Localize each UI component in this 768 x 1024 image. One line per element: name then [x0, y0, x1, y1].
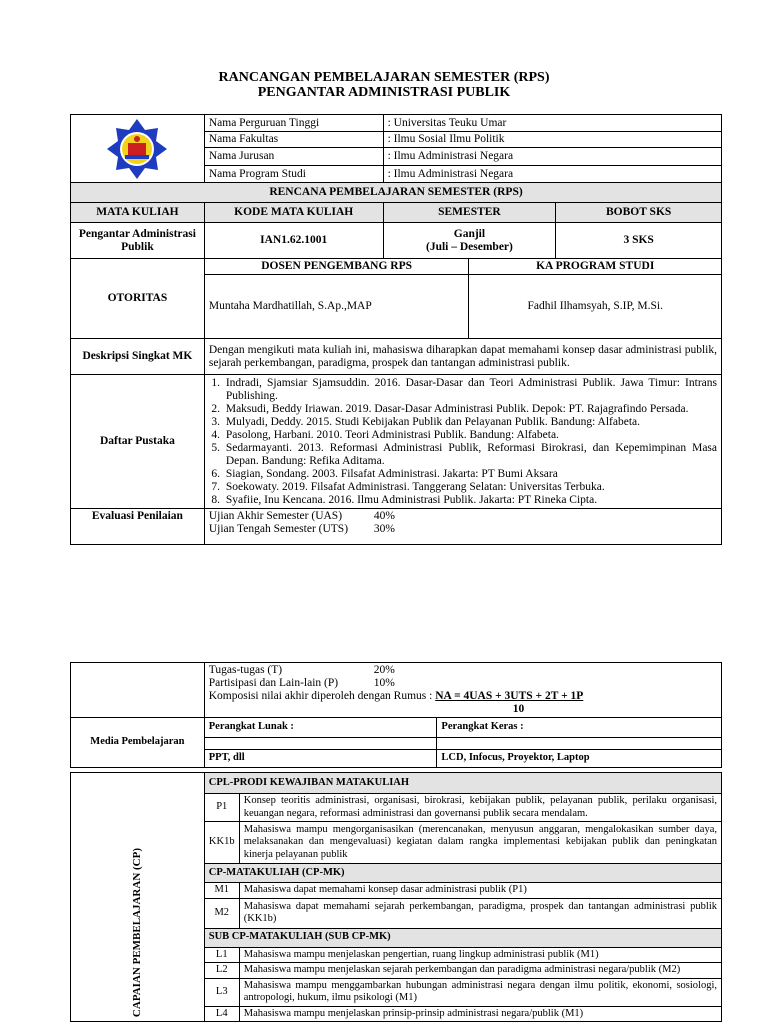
formula-row [209, 690, 717, 703]
institution-value: : Ilmu Administrasi Negara [383, 166, 721, 183]
media-keras-header: Perangkat Keras : [437, 718, 722, 738]
list-item: 3. Mulyadi, Deddy. 2015. Studi Kebijakan Publik dan Pelayanan Publik. Bandung: Alfabeta. [223, 416, 717, 429]
evaluasi-pct: 30% [373, 523, 395, 535]
course-name: Pengantar Administrasi Publik [71, 223, 205, 259]
pustaka-list-cell [204, 375, 721, 509]
formula-numerator: NA = 4UAS + 3UTS + 2T + 1P [435, 690, 584, 702]
empty-cell [71, 663, 205, 718]
media-keras-value: LCD, Infocus, Proyektor, Laptop [437, 750, 722, 768]
deskripsi-label: Deskripsi Singkat MK [71, 339, 205, 375]
course-header-kode: KODE MATA KULIAH [204, 203, 383, 223]
formula-label: Komposisi nilai akhir diperoleh dengan Rumus : [208, 690, 436, 702]
sub-cpmk-text: Mahasiswa mampu menggambarkan hubungan administrasi negara dengan ilmu politik, ekonomi, sosiologi, antropologi, hukum, ilmu psikologi (M1) [239, 978, 721, 1006]
course-header-mata-kuliah: MATA KULIAH [71, 203, 205, 223]
rps-heading: RENCANA PEMBELAJARAN SEMESTER (RPS) [71, 183, 722, 203]
media-lunak-value: PPT, dll [204, 750, 437, 768]
course-code: IAN1.62.1001 [204, 223, 383, 259]
institution-label: Nama Fakultas [204, 132, 383, 148]
institution-label: Nama Perguruan Tinggi [204, 115, 383, 132]
cpmk-header: CP-MATAKULIAH (CP-MK) [204, 864, 721, 883]
capaian-table [70, 772, 722, 1022]
empty-cell [204, 738, 437, 750]
kaprodi-name: Fadhil Ilhamsyah, S.IP, M.Si. [469, 275, 722, 339]
semester-term: Ganjil [453, 227, 486, 240]
list-item: 6. Siagian, Sondang. 2003. Filsafat Administrasi. Jakarta: PT Bumi Aksara [223, 468, 717, 481]
rps-main-table [70, 114, 722, 545]
list-item: 5. Sedarmayanti. 2013. Reformasi Administrasi Publik, Reformasi Birokrasi, dan Kepemimpinan Masa Depan. Bandung: Refika Aditama. [223, 442, 717, 468]
dosen-header: DOSEN PENGEMBANG RPS [204, 259, 469, 275]
document-title: RANCANGAN PEMBELAJARAN SEMESTER (RPS) [218, 70, 550, 85]
list-item: 1. Indradi, Sjamsiar Sjamsuddin. 2016. Dasar-Dasar dan Teori Administrasi Publik. Jawa Timur: Intrans Publishing. [223, 377, 717, 403]
evaluasi-row [209, 664, 717, 677]
document-subtitle: PENGANTAR ADMINISTRASI PUBLIK [257, 85, 511, 100]
evaluasi-cell [204, 509, 721, 545]
institution-label: Nama Jurusan [204, 148, 383, 166]
list-item: 2. Maksudi, Beddy Iriawan. 2019. Dasar-Dasar Administrasi Publik. Depok: PT. Rajagrafindo Persada. [223, 403, 717, 416]
sub-cpmk-code: L4 [204, 1006, 239, 1022]
sub-cpmk-text: Mahasiswa mampu menjelaskan sejarah perkembangan dan paradigma administrasi negara/publik (M2) [239, 963, 721, 979]
semester-months: (Juli – Desember) [425, 240, 513, 253]
cpl-code: KK1b [204, 822, 239, 864]
dosen-name: Muntaha Mardhatillah, S.Ap.,MAP [204, 275, 469, 339]
evaluasi-continued-cell [204, 663, 721, 718]
evaluasi-name: Ujian Tengah Semester (UTS) [208, 523, 349, 535]
evaluasi-name: Partisipasi dan Lain-lain (P) [208, 677, 339, 689]
media-label: Media Pembelajaran [71, 718, 205, 768]
course-header-sks: BOBOT SKS [556, 203, 722, 223]
institution-value: : Ilmu Sosial Ilmu Politik [383, 132, 721, 148]
evaluasi-pct: 40% [373, 510, 395, 522]
list-item: 8. Syafiie, Inu Kencana. 2016. Ilmu Administrasi Publik. Jakarta: PT Rineka Cipta. [223, 494, 717, 507]
list-item: 7. Soekowaty. 2019. Filsafat Administrasi. Tanggerang Selatan: Universitas Terbuka. [223, 481, 717, 494]
course-header-semester: SEMESTER [383, 203, 556, 223]
evaluasi-pct: 10% [373, 677, 395, 689]
cpmk-text: Mahasiswa dapat memahami sejarah perkembangan, paradigma, prospek dan tantangan administrasi publik (KK1b) [239, 898, 721, 928]
sub-cpmk-code: L1 [204, 947, 239, 963]
formula-denominator: 10 [512, 703, 525, 715]
evaluasi-continued-table [70, 662, 722, 768]
sub-cpmk-text: Mahasiswa mampu menjelaskan prinsip-prinsip administrasi negara/publik (M1) [239, 1006, 721, 1022]
evaluasi-name: Ujian Akhir Semester (UAS) [208, 510, 343, 522]
cpmk-code: M1 [204, 883, 239, 899]
evaluasi-row [209, 510, 717, 523]
cpl-header: CPL-PRODI KEWAJIBAN MATAKULIAH [204, 773, 721, 794]
course-semester [383, 223, 556, 259]
pustaka-label: Daftar Pustaka [71, 375, 205, 509]
institution-value: : Ilmu Administrasi Negara [383, 148, 721, 166]
kaprodi-header: KA PROGRAM STUDI [469, 259, 722, 275]
media-lunak-header: Perangkat Lunak : [204, 718, 437, 738]
evaluasi-pct: 20% [373, 664, 395, 676]
capaian-side-label: CAPAIAN PEMBELAJARAN (CP) [131, 847, 144, 1017]
sub-cpmk-text: Mahasiswa mampu menjelaskan pengertian, ruang lingkup administrasi publik (M1) [239, 947, 721, 963]
institution-label: Nama Program Studi [204, 166, 383, 183]
cpl-text: Mahasiswa mampu mengorganisasikan (merencanakan, menyusun anggaran, mengalokasikan sumber daya, melaksanakan dan mengevaluasi) kegiatan dalam rangka implementasi kebijakan publik dan peningkatan kinerja pelayanan publik [239, 822, 721, 864]
sub-cpmk-header: SUB CP-MATAKULIAH (SUB CP-MK) [204, 928, 721, 947]
list-item: 4. Pasolong, Harbani. 2010. Teori Administrasi Publik. Bandung: Alfabeta. [223, 429, 717, 442]
sub-cpmk-code: L3 [204, 978, 239, 1006]
university-logo-icon [97, 117, 177, 181]
sub-cpmk-code: L2 [204, 963, 239, 979]
university-logo-cell [71, 115, 205, 183]
capaian-side-cell [71, 773, 205, 1022]
deskripsi-text: Dengan mengikuti mata kuliah ini, mahasiswa diharapkan dapat memahami konsep dasar administrasi publik, sejarah perkembangan, paradigma, prospek dan tantangan administrasi publik. [204, 339, 721, 375]
evaluasi-row [209, 677, 717, 690]
pustaka-list [209, 377, 717, 507]
empty-cell [437, 738, 722, 750]
cpl-code: P1 [204, 794, 239, 822]
cpmk-text: Mahasiswa dapat memahami konsep dasar administrasi publik (P1) [239, 883, 721, 899]
institution-value: : Universitas Teuku Umar [383, 115, 721, 132]
otoritas-label: OTORITAS [71, 259, 205, 339]
evaluasi-name: Tugas-tugas (T) [208, 664, 283, 676]
cpl-text: Konsep teoritis administrasi, organisasi, birokrasi, kebijakan publik, pelayanan publik, perilaku organisasi, keuangan negara, reformasi administrasi dan governansi publik secara mendalam. [239, 794, 721, 822]
cpmk-code: M2 [204, 898, 239, 928]
evaluasi-row [209, 523, 717, 536]
evaluasi-label: Evaluasi Penilaian [71, 509, 205, 545]
course-sks: 3 SKS [556, 223, 722, 259]
